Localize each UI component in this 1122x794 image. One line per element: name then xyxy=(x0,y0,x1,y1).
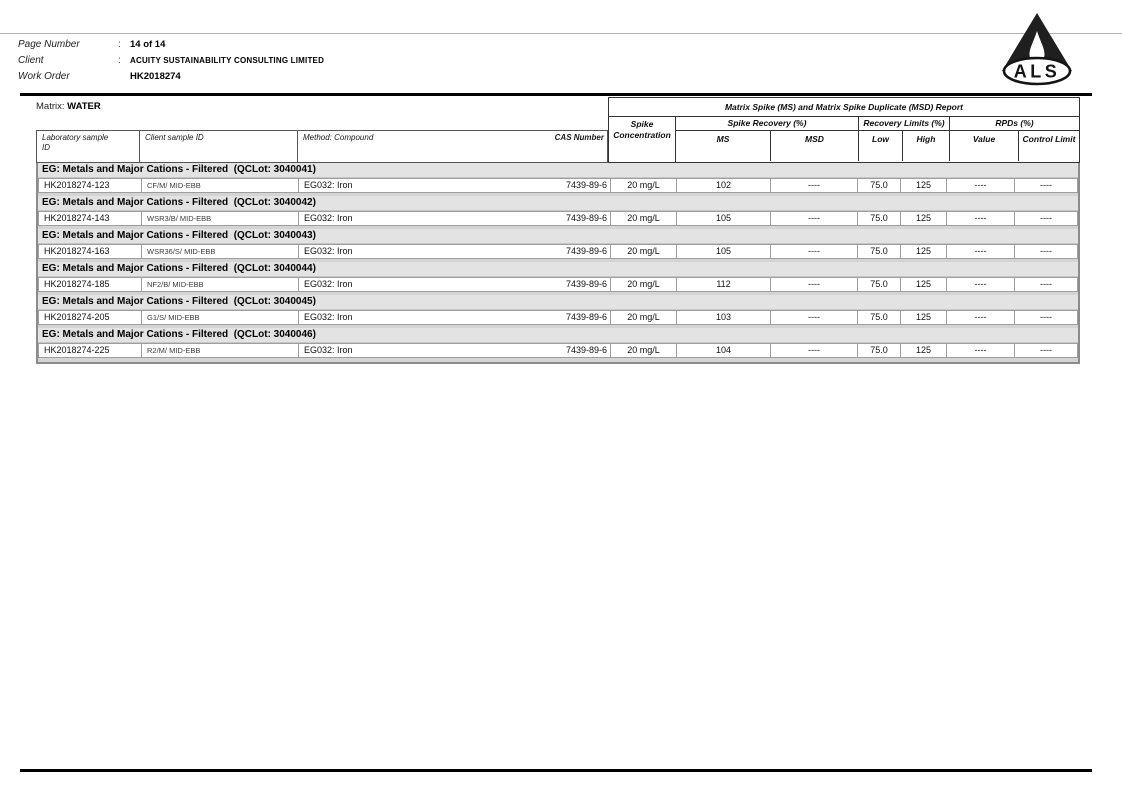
msd-recovery-cell: ---- xyxy=(770,178,858,193)
low-limit-cell: 75.0 xyxy=(857,244,901,259)
rpd-control-limit-cell: ---- xyxy=(1014,310,1078,325)
msd-recovery-cell: ---- xyxy=(770,211,858,226)
method-compound: EG032: Iron xyxy=(304,246,353,256)
spike-concentration-cell: 20 mg/L xyxy=(610,211,677,226)
client-sample-id-cell: CF/M/ MID-EBB xyxy=(141,178,299,193)
field-separator: : xyxy=(118,38,121,50)
recovery-header-area xyxy=(676,117,1079,162)
table-row xyxy=(38,310,1078,325)
client-sample-id-cell: R2/M/ MID-EBB xyxy=(141,343,299,358)
group-labels-row xyxy=(676,117,1079,131)
ms-recovery-cell: 112 xyxy=(676,277,771,292)
high-limit-cell: 125 xyxy=(900,310,947,325)
col-header-cas-number: CAS Number xyxy=(554,133,604,142)
cas-number: 7439-89-6 xyxy=(565,312,607,322)
rpd-value-cell: ---- xyxy=(946,277,1015,292)
col-header-msd: MSD xyxy=(771,131,859,161)
spike-concentration-cell: 20 mg/L xyxy=(610,244,677,259)
spike-concentration-cell: 20 mg/L xyxy=(610,343,677,358)
client-field xyxy=(18,52,324,68)
spike-header-box xyxy=(608,97,1080,163)
col-header-ms: MS xyxy=(676,131,771,161)
page-number-value: 14 of 14 xyxy=(130,38,166,50)
lab-sample-id-cell: HK2018274-225 xyxy=(38,343,142,358)
rpd-value-cell: ---- xyxy=(946,343,1015,358)
table-row xyxy=(38,211,1078,226)
rpd-value-cell: ---- xyxy=(946,244,1015,259)
client-sample-id-cell: NF2/B/ MID-EBB xyxy=(141,277,299,292)
col-header-value: Value xyxy=(950,131,1019,161)
msd-recovery-cell: ---- xyxy=(770,343,858,358)
rpd-control-limit-cell: ---- xyxy=(1014,277,1078,292)
work-order-field xyxy=(18,68,324,84)
page-number-field xyxy=(18,36,324,52)
spike-header-grid xyxy=(609,117,1079,162)
col-header-lab-sample-id xyxy=(37,131,140,162)
ms-msd-table xyxy=(36,97,1080,364)
qc-group-header: EG: Metals and Major Cations - Filtered (QCLot: 3040046) xyxy=(38,328,1078,343)
document-header xyxy=(18,36,324,84)
low-limit-cell: 75.0 xyxy=(857,310,901,325)
method-compound: EG032: Iron xyxy=(304,312,353,322)
msd-recovery-cell: ---- xyxy=(770,244,858,259)
ms-recovery-cell: 105 xyxy=(676,244,771,259)
header-rule xyxy=(20,93,1092,96)
low-limit-cell: 75.0 xyxy=(857,178,901,193)
rpd-control-limit-cell: ---- xyxy=(1014,244,1078,259)
high-limit-cell: 125 xyxy=(900,211,947,226)
client-sample-id-cell: G1/S/ MID-EBB xyxy=(141,310,299,325)
col-group-recovery-limits: Recovery Limits (%) xyxy=(859,117,950,130)
qc-group-header: EG: Metals and Major Cations - Filtered (QCLot: 3040042) xyxy=(38,196,1078,211)
bottom-rule xyxy=(20,769,1092,772)
ms-recovery-cell: 102 xyxy=(676,178,771,193)
lab-header-line2: ID xyxy=(42,142,50,152)
col-group-spike-recovery: Spike Recovery (%) xyxy=(676,117,859,130)
spike-line2: Concentration xyxy=(613,130,671,140)
matrix-label: Matrix: xyxy=(36,101,65,112)
qc-group-header: EG: Metals and Major Cations - Filtered (QCLot: 3040044) xyxy=(38,262,1078,277)
client-sample-id-cell: WSR3/B/ MID-EBB xyxy=(141,211,299,226)
method-cas-cell xyxy=(298,244,611,259)
spike-concentration-cell: 20 mg/L xyxy=(610,310,677,325)
ms-recovery-cell: 103 xyxy=(676,310,771,325)
cas-number: 7439-89-6 xyxy=(565,345,607,355)
method-compound: EG032: Iron xyxy=(304,345,353,355)
cas-number: 7439-89-6 xyxy=(565,246,607,256)
matrix-value: WATER xyxy=(67,101,101,112)
method-cas-cell xyxy=(298,277,611,292)
qc-group-header: EG: Metals and Major Cations - Filtered (QCLot: 3040041) xyxy=(38,163,1078,178)
rpd-control-limit-cell: ---- xyxy=(1014,178,1078,193)
method-compound: EG032: Iron xyxy=(304,213,353,223)
client-value: ACUITY SUSTAINABILITY CONSULTING LIMITED xyxy=(130,55,325,65)
low-limit-cell: 75.0 xyxy=(857,211,901,226)
lab-sample-id-cell: HK2018274-143 xyxy=(38,211,142,226)
rpd-control-limit-cell: ---- xyxy=(1014,211,1078,226)
method-header-text: Method: Compound xyxy=(303,133,374,142)
lab-sample-id-cell: HK2018274-123 xyxy=(38,178,142,193)
ms-recovery-cell: 104 xyxy=(676,343,771,358)
table-body xyxy=(36,163,1080,364)
lab-header-line1: Laboratory sample xyxy=(42,133,109,142)
high-limit-cell: 125 xyxy=(900,343,947,358)
table-header xyxy=(36,97,1080,163)
rpd-control-limit-cell: ---- xyxy=(1014,343,1078,358)
top-divider-line xyxy=(0,33,1122,34)
method-cas-cell xyxy=(298,178,611,193)
als-logo-text: ALS xyxy=(1013,61,1061,82)
cas-number: 7439-89-6 xyxy=(565,180,607,190)
method-compound: EG032: Iron xyxy=(304,180,353,190)
method-cas-cell xyxy=(298,310,611,325)
col-header-control-limit: Control Limit xyxy=(1022,134,1076,144)
als-logo xyxy=(994,11,1080,87)
table-row xyxy=(38,277,1078,292)
lab-sample-id-cell: HK2018274-163 xyxy=(38,244,142,259)
col-group-rpds: RPDs (%) xyxy=(995,118,1034,128)
method-compound: EG032: Iron xyxy=(304,279,353,289)
table-row xyxy=(38,178,1078,193)
col-header-low: Low xyxy=(859,131,903,161)
page-number-label: Page Number xyxy=(18,38,80,50)
high-limit-cell: 125 xyxy=(900,244,947,259)
method-cas-cell xyxy=(298,211,611,226)
client-label: Client xyxy=(18,54,44,66)
spike-concentration-cell: 20 mg/L xyxy=(610,277,677,292)
lab-sample-id-cell: HK2018274-205 xyxy=(38,310,142,325)
low-limit-cell: 75.0 xyxy=(857,277,901,292)
table-row xyxy=(38,343,1078,358)
als-logo-graphic xyxy=(994,11,1080,87)
rpd-value-cell: ---- xyxy=(946,178,1015,193)
col-header-spike-concentration xyxy=(609,117,676,162)
msd-recovery-cell: ---- xyxy=(770,310,858,325)
col-header-high: High xyxy=(903,131,950,161)
col-header-client-sample-id: Client sample ID xyxy=(140,131,298,162)
low-limit-cell: 75.0 xyxy=(857,343,901,358)
method-cas-cell xyxy=(298,343,611,358)
qc-group-header: EG: Metals and Major Cations - Filtered (QCLot: 3040045) xyxy=(38,295,1078,310)
rpd-value-cell: ---- xyxy=(946,211,1015,226)
high-limit-cell: 125 xyxy=(900,277,947,292)
spike-line1: Spike xyxy=(630,119,654,129)
col-header-method xyxy=(298,131,607,162)
high-limit-cell: 125 xyxy=(900,178,947,193)
spike-concentration-cell: 20 mg/L xyxy=(610,178,677,193)
cas-number: 7439-89-6 xyxy=(565,213,607,223)
cas-number: 7439-89-6 xyxy=(565,279,607,289)
qc-group-header: EG: Metals and Major Cations - Filtered (QCLot: 3040043) xyxy=(38,229,1078,244)
msd-recovery-cell: ---- xyxy=(770,277,858,292)
client-sample-id-cell: WSR36/S/ MID-EBB xyxy=(141,244,299,259)
ms-recovery-cell: 105 xyxy=(676,211,771,226)
work-order-label: Work Order xyxy=(18,70,70,82)
table-row xyxy=(38,244,1078,259)
lab-sample-id-cell: HK2018274-185 xyxy=(38,277,142,292)
sub-labels-row xyxy=(676,131,1079,161)
sample-header-box xyxy=(36,130,608,163)
field-separator: : xyxy=(118,54,121,66)
rpd-value-cell: ---- xyxy=(946,310,1015,325)
work-order-value: HK2018274 xyxy=(130,70,181,82)
report-banner: Matrix Spike (MS) and Matrix Spike Duplicate (MSD) Report xyxy=(609,98,1079,117)
